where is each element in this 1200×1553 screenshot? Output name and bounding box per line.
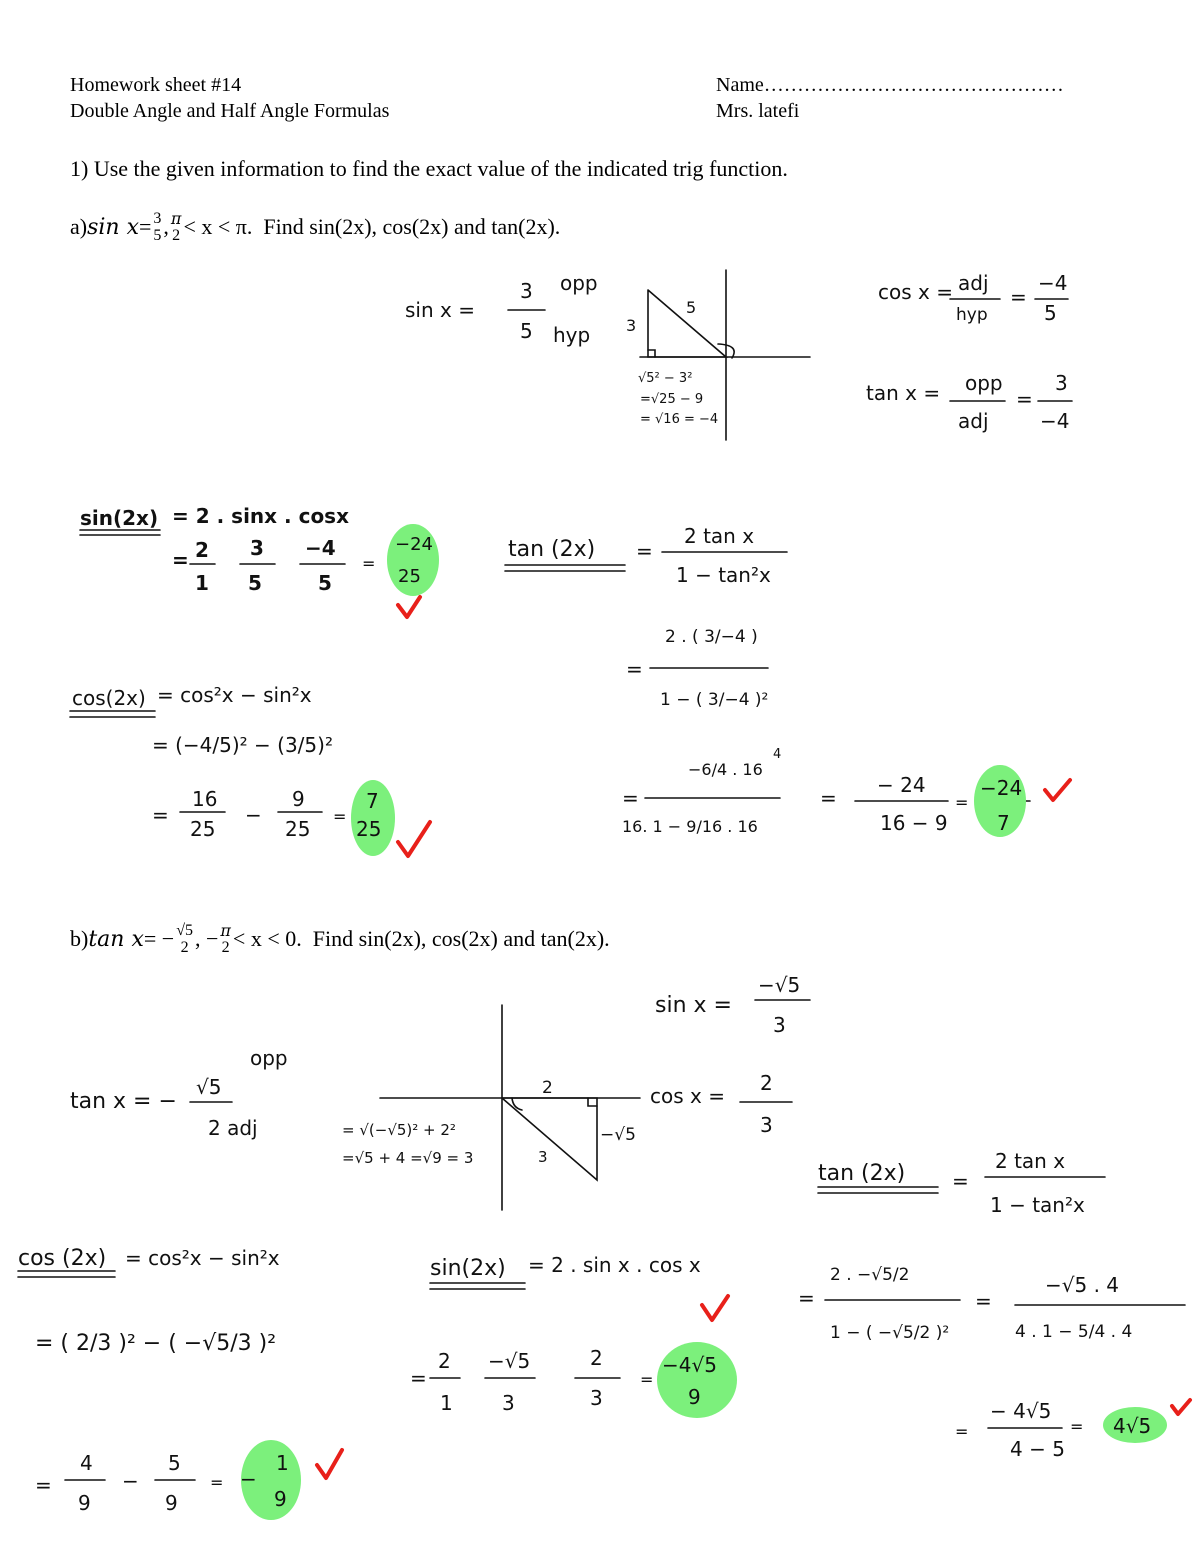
b-tanx-num: √5 (196, 1075, 222, 1099)
b-cosx-num: 2 (760, 1071, 773, 1095)
a-tan2x-f-num: 2 tan x (684, 524, 755, 548)
b-sin2x-check-icon (702, 1296, 728, 1320)
b-sinx-den: 3 (773, 1013, 786, 1037)
a-sin2x-work (80, 504, 433, 595)
b-tan2x-s2-num: 2 . −√5/2 (830, 1265, 910, 1285)
b-side-neg: −√5 (600, 1125, 636, 1145)
b-sinx-label: sin x = (655, 993, 732, 1018)
b-tan2x-s4-den: 4 − 5 (1010, 1437, 1065, 1461)
a-cosx-hyp: hyp (956, 305, 988, 325)
a-tan2x-f-den: 1 − tan²x (676, 563, 771, 587)
problem-b-func: tan x (88, 926, 144, 952)
a-sinx-den: 5 (520, 319, 533, 343)
a-sin2x-eq2: = (362, 554, 376, 573)
a-tan2x-eq1: = (636, 539, 653, 563)
a-cos2x-n2: 9 (292, 787, 305, 811)
problem-a-den: 5 (153, 227, 162, 244)
a-tan2x-eq5: = (955, 793, 969, 812)
b-tan2x-eq4: = (955, 1422, 969, 1441)
b-sin2x-eq2: = (640, 1370, 654, 1389)
a-right-angle (648, 350, 655, 357)
problem-b-num: √5 (176, 922, 193, 939)
a-sin2x-d3: 5 (318, 571, 332, 595)
b-tan2x-check-icon (1172, 1400, 1190, 1414)
a-tan2x-check-icon (1045, 780, 1070, 800)
name-field-label: Name……………………………………… (716, 74, 1064, 96)
b-sin2x-formula: = 2 . sin x . cos x (528, 1253, 701, 1277)
b-sin2x-d1: 1 (440, 1391, 453, 1415)
handwriting-lines (18, 270, 1185, 1480)
b-tan2x-s3-den: 4 . 1 − 5/4 . 4 (1015, 1322, 1133, 1342)
a-cos2x-eq2: = (333, 807, 347, 826)
a-tan2x-s4-num: − 24 (877, 773, 926, 797)
b-tanx-label: tan x = − (70, 1089, 177, 1114)
problem-a-range: < x < π. (183, 214, 253, 239)
a-sin2x-n2: 3 (250, 536, 264, 560)
b-cos2x-minus: − (122, 1469, 139, 1493)
b-tan2x-s4-num: − 4√5 (990, 1399, 1052, 1423)
a-sin2x-d2: 5 (248, 571, 262, 595)
problem-a-func: sin x (87, 214, 139, 240)
a-given-text (405, 271, 1069, 433)
a-sin2x-n1: 2 (195, 538, 209, 562)
a-tan2x-s4-den: 16 − 9 (880, 811, 948, 835)
b-right-angle (588, 1098, 597, 1106)
b-opp-label: opp (250, 1046, 288, 1070)
b-side-2: 2 (542, 1078, 553, 1098)
b-cos2x-result-den: 9 (274, 1487, 287, 1511)
b-cos2x-formula: = cos²x − sin²x (125, 1246, 280, 1270)
b-tan2x-f-num: 2 tan x (995, 1149, 1066, 1173)
a-cos2x-result-num: 7 (366, 789, 379, 813)
b-cos2x-check-icon (317, 1450, 342, 1478)
a-sin2x-result-num: −24 (395, 534, 433, 555)
a-tanx-val-den: −4 (1040, 409, 1070, 433)
b-cosx-den: 3 (760, 1113, 773, 1137)
a-tanx-val-num: 3 (1055, 371, 1068, 395)
a-tan2x-eq4: = (820, 786, 837, 810)
b-sin2x-result-den: 9 (688, 1385, 701, 1409)
a-sin2x-label: sin(2x) (80, 506, 159, 530)
problem-b-den: 2 (180, 939, 189, 956)
a-hyp-label: hyp (553, 323, 591, 347)
problem-a-find: Find sin(2x), cos(2x) and tan(2x). (252, 214, 561, 239)
problem-b-eq: = − (143, 926, 175, 951)
problem-b-comma: , − (194, 926, 219, 951)
b-tan2x-s2-den: 1 − ( −√5/2 )² (830, 1323, 950, 1343)
problem-b-find: Find sin(2x), cos(2x) and tan(2x). (301, 926, 610, 951)
a-sinx-num: 3 (520, 279, 533, 303)
b-tanx-den: 2 adj (208, 1116, 258, 1140)
a-sin2x-formula: = 2 . sinx . cosx (172, 504, 349, 528)
b-tan2x-eq3: = (975, 1289, 992, 1313)
a-tan2x-eq3: = (622, 786, 639, 810)
b-tan2x-eq5: = (1070, 1417, 1084, 1436)
a-cosx-eq: = (1010, 285, 1027, 309)
b-cos2x-label: cos (2x) (18, 1246, 107, 1271)
a-tanx-opp: opp (965, 371, 1003, 395)
b-cos2x-neg: − (240, 1467, 257, 1491)
instruction-text: 1) Use the given information to find the exact value of the indicated trig function. (70, 156, 788, 181)
problem-a-label: a) (70, 214, 88, 239)
b-given-text (70, 973, 800, 1167)
a-tanx-label: tan x = (866, 381, 941, 405)
problem-b-label: b) (70, 926, 89, 951)
problem-b-pi-den: 2 (221, 939, 230, 956)
a-tan2x-result-den: 7 (997, 811, 1010, 835)
b-sin2x-result-num: −4√5 (662, 1353, 717, 1377)
problem-a-comma: , (163, 214, 169, 239)
a-calc1: √5² − 3² (638, 371, 693, 386)
sheet-subtitle: Double Angle and Half Angle Formulas (70, 100, 390, 122)
a-tan2x-label: tan (2x) (508, 537, 596, 562)
b-sin2x-n1: 2 (438, 1349, 451, 1373)
a-cos2x-work (72, 683, 381, 841)
b-sin2x-d2: 3 (502, 1391, 515, 1415)
sheet-title: Homework sheet #14 (70, 74, 242, 96)
b-cos2x-eq2: = (210, 1473, 224, 1492)
b-sin2x-eq: = (410, 1366, 427, 1390)
a-tan2x-s3-num: −6/4 . 16 (688, 760, 763, 779)
b-sinx-num: −√5 (758, 973, 801, 997)
a-cos2x-label: cos(2x) (72, 686, 146, 710)
a-cos2x-result-den: 25 (356, 817, 382, 841)
b-cos2x-work (18, 1246, 289, 1515)
b-cos2x-result-num: 1 (276, 1451, 289, 1475)
a-cosx-adj: adj (958, 271, 989, 295)
a-calc2: =√25 − 9 (640, 392, 704, 407)
b-tan2x-eq1: = (952, 1169, 969, 1193)
a-sin2x-n3: −4 (305, 536, 336, 560)
a-tan2x-s2-num: 2 . ( 3/−4 ) (665, 627, 758, 647)
a-sin2x-eq: = (172, 548, 189, 572)
a-calc3: = √16 = −4 (640, 412, 719, 427)
b-cos2x-d1: 9 (78, 1491, 91, 1515)
b-sin2x-label: sin(2x) (430, 1256, 506, 1281)
a-tanx-eq: = (1016, 387, 1033, 411)
a-cos2x-formula: = cos²x − sin²x (157, 683, 312, 707)
a-cosx-label: cos x = (878, 280, 953, 304)
a-side-5: 5 (686, 298, 697, 317)
b-cos2x-eq: = (35, 1473, 52, 1497)
a-sin2x-result-den: 25 (398, 566, 421, 587)
a-cos2x-check-icon (398, 822, 430, 856)
teacher-name: Mrs. latefi (716, 100, 800, 122)
a-tanx-adj: adj (958, 409, 989, 433)
problem-a-pi-den: 2 (172, 227, 181, 244)
b-cos2x-n2: 5 (168, 1451, 181, 1475)
a-sinx-label: sin x = (405, 298, 475, 322)
a-side-3: 3 (626, 316, 637, 335)
problem-a-pi-num: π (170, 209, 182, 228)
a-tan2x-eq2: = (626, 657, 643, 681)
b-calc2: =√5 + 4 =√9 = 3 (342, 1149, 474, 1167)
a-cos2x-minus: − (245, 803, 262, 827)
b-tan2x-s3-num: −√5 . 4 (1045, 1273, 1120, 1297)
b-cos2x-n1: 4 (80, 1451, 93, 1475)
a-cos2x-d1: 25 (190, 817, 216, 841)
b-tan2x-eq2: = (798, 1286, 815, 1310)
problem-a-num: 3 (153, 210, 162, 227)
b-cosx-label: cos x = (650, 1084, 725, 1108)
problem-a-eq: = (139, 214, 152, 239)
b-side-3: 3 (538, 1148, 548, 1166)
problem-b-range: < x < 0. (232, 926, 302, 951)
b-triangle (502, 1098, 597, 1180)
a-opp-label: opp (560, 271, 598, 295)
a-tan2x-s3-four: 4 (773, 747, 782, 762)
a-tan2x-s3-den: 16. 1 − 9/16 . 16 (622, 817, 758, 836)
b-tan2x-f-den: 1 − tan²x (990, 1193, 1085, 1217)
a-sin2x-check-icon (398, 597, 420, 617)
problem-b-pi-num: π (220, 921, 231, 940)
a-tan2x-s2-den: 1 − ( 3/−4 )² (660, 690, 769, 710)
a-cos2x-line2: = (−4/5)² − (3/5)² (152, 733, 333, 757)
b-sin2x-n3: 2 (590, 1346, 603, 1370)
b-tan2x-label: tan (2x) (818, 1161, 906, 1186)
b-tan2x-result: 4√5 (1113, 1414, 1152, 1438)
a-cosx-val-num: −4 (1038, 271, 1068, 295)
b-cos2x-d2: 9 (165, 1491, 178, 1515)
b-cos2x-line2: = ( 2/3 )² − ( −√5/3 )² (35, 1331, 277, 1356)
a-sin2x-d1: 1 (195, 571, 209, 595)
b-sin2x-n2: −√5 (488, 1349, 531, 1373)
a-cos2x-n1: 16 (192, 787, 218, 811)
b-calc1: = √(−√5)² + 2² (342, 1121, 456, 1139)
a-tan2x-result-num: −24 (980, 776, 1023, 800)
a-cos2x-d2: 25 (285, 817, 311, 841)
a-cosx-val-den: 5 (1044, 301, 1057, 325)
checkmarks (317, 597, 1190, 1478)
b-sin2x-d3: 3 (590, 1386, 603, 1410)
a-cos2x-eq: = (152, 803, 169, 827)
